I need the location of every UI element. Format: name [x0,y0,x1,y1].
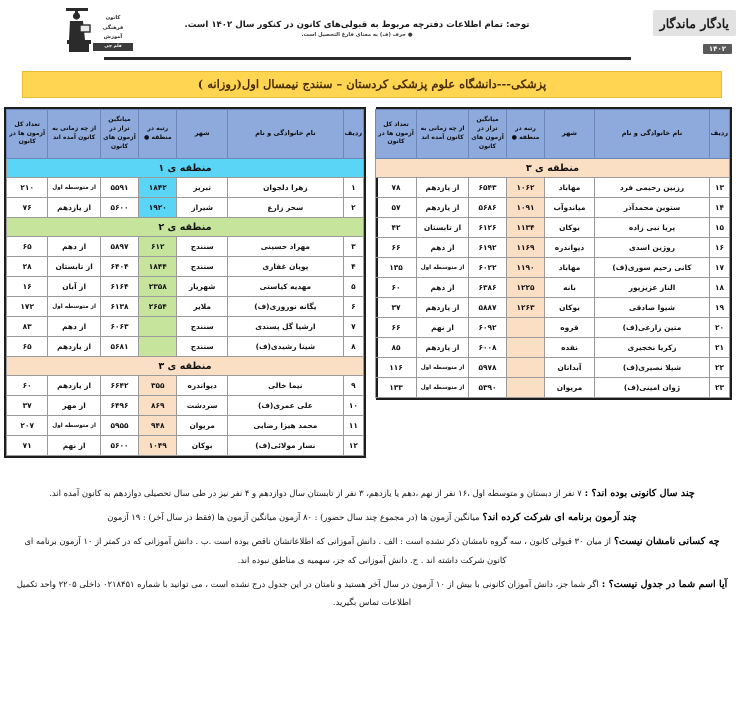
cell-name: روژین اسدی [595,238,710,258]
cell-joined-since: از آبان [48,277,100,297]
cell-index: ۲۰ [710,318,730,338]
col-header-average-score: میانگین تراز در آزمون های کانون [100,110,138,159]
cell-city: مریوان [545,378,595,398]
cell-joined-since: از دهم [48,317,100,337]
cell-index: ۴ [343,257,363,277]
cell-city: دیواندره [545,238,595,258]
col-header-name: نام خانوادگی و نام [595,110,710,159]
cell-name: سحر زارع [227,198,343,218]
footer-note-contact-body: اگر شما جز، دانش آموزان کانونی با بیش از ۱۰ آزمون در سال آخر هستید و نامتان در این جدول درج نشده است ، می توانید با شماره ۰۲۱۸۴۵۱ داخلی ۲۲۰۵ واحد تکمیل اطلاعات تماس بگیرید. [16,578,599,607]
cell-region-rank: ۱۱۳۴ [507,218,545,238]
cell-index: ۱۷ [710,258,730,278]
cell-name: یگانه نوروزی(ف) [227,297,343,317]
cell-name: رزبین رحیمی فرد [595,178,710,198]
cell-region-rank: ۱۰۹۱ [507,198,545,218]
cell-total-exams: ۴۲ [376,218,417,238]
cell-average-score: ۶۴۰۴ [100,257,138,277]
table-row [7,178,364,198]
cell-joined-since: از نهم [417,318,469,338]
footer-note-missing-names [14,532,730,569]
cell-joined-since: از دهم [417,238,469,258]
cell-total-exams: ۱۱۶ [376,358,417,378]
cell-name: شیوا صادقی [595,298,710,318]
cell-average-score: ۶۱۲۶ [469,218,507,238]
cell-total-exams: ۸۳ [7,317,48,337]
cell-index: ۲ [343,198,363,218]
cell-joined-since: از یازدهم [48,376,100,396]
cell-city: ملایر [177,297,227,317]
region-band-label: منطقه ی ۲ [7,218,364,237]
cell-joined-since: از نهم [48,436,100,456]
cell-city: تبریز [177,178,227,198]
cell-name: شینا رشیدی(ف) [227,337,343,357]
footer-notes [14,484,730,612]
cell-average-score: ۶۱۳۸ [100,297,138,317]
cell-name: نسار مولائی(ف) [227,436,343,456]
cell-average-score: ۵۶۸۱ [100,337,138,357]
cell-average-score: ۵۸۸۷ [469,298,507,318]
cell-total-exams: ۱۳۵ [376,258,417,278]
kanoon-logo-line-3: آموزش [103,34,123,41]
cell-city: مریوان [177,416,227,436]
col-header-city: شهر [177,110,227,159]
header-divider [104,57,631,60]
cell-name: ژوان امینی(ف) [595,378,710,398]
cell-index: ۱۹ [710,298,730,318]
cell-city: قروه [545,318,595,338]
cell-city: شیراز [177,198,227,218]
col-header-total-exams: تعداد کل آزمون ها در کانون [7,110,48,159]
cell-joined-since: از متوسطه اول [48,178,100,198]
cell-total-exams: ۲۸ [7,257,48,277]
footer-note-exams-question: چند آزمون برنامه ای شرکت کرده اند؟ [482,512,637,524]
table-right-head [7,110,364,159]
cell-joined-since: از متوسطه اول [48,416,100,436]
col-header-joined-since: از چه زمانی به کانون آمده اند [417,110,469,159]
region-band-row [7,218,364,237]
cell-index: ۱۶ [710,238,730,258]
col-header-index: ردیف [710,110,730,159]
cell-city: آبدانان [545,358,595,378]
table-row [7,416,364,436]
cell-name: نیما خالی [227,376,343,396]
admissions-table-main [4,107,366,458]
cell-average-score: ۵۸۹۷ [100,237,138,257]
cell-index: ۱۸ [710,278,730,298]
cell-name: محمد هیزا رضایی [227,416,343,436]
cell-name: پریا نبی زاده [595,218,710,238]
cell-joined-since: از مهر [48,396,100,416]
cell-index: ۸ [343,337,363,357]
cell-joined-since: از یازدهم [48,198,100,218]
table-row [376,178,730,198]
kanoon-logo-line-2: فرهنگی [102,24,124,31]
table-row [376,278,730,298]
table-row [376,238,730,258]
cell-total-exams: ۶۵ [7,337,48,357]
kanoon-logo-line-4: قلم چی [93,43,133,51]
cell-average-score: ۶۱۶۴ [100,277,138,297]
cell-region-rank: ۱۱۶۹ [507,238,545,258]
cell-region-rank: ۱۰۶۲ [507,178,545,198]
table-row [376,338,730,358]
cell-region-rank [507,318,545,338]
cell-index: ۱۲ [343,436,363,456]
cell-joined-since: از متوسطه اول [417,358,469,378]
cell-region-rank: ۱۱۹۰ [507,258,545,278]
region-band-label: منطقه ی ۱ [7,159,364,178]
cell-average-score: ۶۰۰۸ [469,338,507,358]
footer-note-missing-names-question: چه کسانی نامشان نیست؟ [613,536,720,548]
page-title: پزشکی---دانشگاه علوم پزشکی کردستان – سنندج نیمسال اول(روزانه ) [22,71,722,98]
cell-total-exams: ۱۶ [7,277,48,297]
region-band-row [7,159,364,178]
cell-total-exams: ۶۶ [376,318,417,338]
cell-region-rank [139,317,177,337]
table-row [376,258,730,278]
cell-total-exams: ۱۳۳ [376,378,417,398]
cell-name: مهراد حسینی [227,237,343,257]
footer-note-exams-body: میانگین آزمون ها (در مجموع چند سال حضور) : ۸۰ آزمون میانگین آزمون ها (فقط در سال آخر) : ۱۹ آزمون [107,512,480,523]
yadegar-badge [653,10,736,36]
cell-city: سنندج [177,257,227,277]
table-left-head [376,110,730,159]
cell-average-score: ۶۰۹۲ [469,318,507,338]
cell-average-score: ۵۶۰۰ [100,198,138,218]
cell-total-exams: ۲۱۰ [7,178,48,198]
cell-joined-since: از یازدهم [48,337,100,357]
cell-index: ۱۰ [343,396,363,416]
cell-city: دیواندره [177,376,227,396]
table-right-body [7,159,364,456]
table-row [376,218,730,238]
table-row [7,198,364,218]
header-note-main: توجه: تمام اطلاعات دفترچه مربوط به قبولی‌های کانون در کنکور سال ۱۴۰۲ است. [184,20,530,30]
cell-name: کانی رحیم سوری(ف) [595,258,710,278]
cell-average-score: ۵۶۸۶ [469,198,507,218]
cell-region-rank [507,378,545,398]
cell-index: ۲۳ [710,378,730,398]
cell-city: شهریار [177,277,227,297]
table-left [375,109,730,398]
cell-city: میاندوآب [545,198,595,218]
admissions-table-continued [376,107,732,400]
cell-name: زهرا دلجوان [227,178,343,198]
region-band-label: منطقه ی ۳ [376,159,730,178]
cell-index: ۵ [343,277,363,297]
cell-joined-since: از دهم [48,237,100,257]
cell-total-exams: ۷۱ [7,436,48,456]
kanoon-logo-line-1: کانون [105,15,121,21]
cell-average-score: ۵۹۵۵ [100,416,138,436]
cell-total-exams: ۷۶ [7,198,48,218]
cell-name: مهدیه کیاستی [227,277,343,297]
cell-region-rank: ۱۸۴۴ [139,257,177,277]
footer-note-years [14,484,730,503]
cell-city: مهاباد [545,258,595,278]
cell-region-rank: ۶۱۲ [139,237,177,257]
cell-average-score: ۶۰۶۳ [100,317,138,337]
col-header-name: نام خانوادگی و نام [227,110,343,159]
yadegar-logo-year: ۱۴۰۲ [703,44,732,54]
cell-average-score: ۶۰۲۲ [469,258,507,278]
cell-region-rank [507,338,545,358]
col-header-total-exams: تعداد کل آزمون ها در کانون [376,110,417,159]
col-header-index: ردیف [343,110,363,159]
cell-region-rank: ۹۴۸ [139,416,177,436]
cell-joined-since: از یازدهم [417,178,469,198]
col-header-city: شهر [545,110,595,159]
cell-index: ۱۱ [343,416,363,436]
table-right [6,109,364,456]
cell-joined-since: از متوسطه اول [48,297,100,317]
cell-name: متین زارعی(ف) [595,318,710,338]
cell-index: ۹ [343,376,363,396]
cell-region-rank: ۲۶۵۴ [139,297,177,317]
table-row [7,257,364,277]
table-left-body [376,159,730,398]
cell-region-rank: ۱۸۴۲ [139,178,177,198]
header-note-sub: ● حرف (ف) به معنای فارغ التحصیل است. [301,32,413,38]
cell-index: ۱۴ [710,198,730,218]
cell-total-exams: ۶۰ [376,278,417,298]
footer-note-exams [14,508,730,527]
cell-region-rank: ۸۶۹ [139,396,177,416]
cell-joined-since: از متوسطه اول [417,378,469,398]
cell-total-exams: ۸۵ [376,338,417,358]
cell-joined-since: از یازدهم [417,338,469,358]
cell-name: ستوین محمدآذر [595,198,710,218]
region-band-row [376,159,730,178]
cell-city: بانه [545,278,595,298]
table-header-row [376,110,730,159]
cell-joined-since: از دهم [417,278,469,298]
cell-index: ۱ [343,178,363,198]
footer-note-years-body: ۷ نفر از دبستان و متوسطه اول ،۱۶ نفر از نهم ،دهم یا یازدهم، ۳ نفر از تابستان سال دوازدهم و ۴ نفر نیز در طی سال تحصیلی دوازدهم به کانون آمده اند. [49,488,582,498]
table-row [376,298,730,318]
table-row [376,358,730,378]
table-row [376,318,730,338]
cell-region-rank [139,337,177,357]
cell-index: ۲۲ [710,358,730,378]
col-header-joined-since: از چه زمانی به کانون آمده اند [48,110,100,159]
cell-region-rank: ۱۲۶۳ [507,298,545,318]
col-header-average-score: میانگین تراز در آزمون های کانون [469,110,507,159]
cell-average-score: ۶۴۹۶ [100,396,138,416]
cell-city: نقده [545,338,595,358]
cell-average-score: ۵۳۹۰ [469,378,507,398]
footer-note-contact [14,575,730,612]
table-row [376,378,730,398]
footer-note-years-question: چند سال کانونی بوده اند؟ : [584,488,695,499]
cell-joined-since: از تابستان [417,218,469,238]
table-row [7,237,364,257]
cell-total-exams: ۶۰ [7,376,48,396]
cell-index: ۳ [343,237,363,257]
page-header [0,0,744,66]
cell-city: بوکان [545,298,595,318]
cell-index: ۷ [343,317,363,337]
col-header-region-rank: رتبه در منطقه ● [507,110,545,159]
cell-average-score: ۶۳۸۶ [469,278,507,298]
table-row [7,376,364,396]
cell-total-exams: ۵۷ [376,198,417,218]
cell-index: ۲۱ [710,338,730,358]
cell-region-rank: ۳۵۵ [139,376,177,396]
cell-name: ارشیا گل پسندی [227,317,343,337]
cell-total-exams: ۳۷ [376,298,417,318]
cell-total-exams: ۶۶ [376,238,417,258]
cell-region-rank [507,358,545,378]
region-band-row [7,357,364,376]
cell-total-exams: ۷۸ [376,178,417,198]
cell-name: علی عمری(ف) [227,396,343,416]
cell-name: شیلا نصیری(ف) [595,358,710,378]
cell-region-rank: ۱۲۲۵ [507,278,545,298]
cell-average-score: ۵۶۰۰ [100,436,138,456]
col-header-region-rank: رتبه در منطقه ● [139,110,177,159]
table-row [7,396,364,416]
cell-city: سنندج [177,237,227,257]
region-band-label: منطقه ی ۳ [7,357,364,376]
cell-name: زکریا نخجیری [595,338,710,358]
cell-total-exams: ۶۵ [7,237,48,257]
cell-average-score: ۶۶۴۲ [100,376,138,396]
cell-average-score: ۶۵۴۳ [469,178,507,198]
cell-total-exams: ۲۰۷ [7,416,48,436]
table-row [7,436,364,456]
footer-note-missing-names-body: از میان ۳۰ قبولی کانون ، سه گروه نامشان ذکر نشده است : الف . دانش آموزانی که اطلاعاتشان ناقص بوده است .ب . دانش آموزانی که در کمتر از ۱۰ آزمون برنامه ای کانون شرکت داشته اند . ج. دانش آموزانی که جز، سهمیه ی مناطق نبوده اند. [24,536,611,565]
cell-joined-since: از یازدهم [417,198,469,218]
table-row [7,277,364,297]
table-row [376,198,730,218]
cell-joined-since: از متوسطه اول [417,258,469,278]
yadegar-logo-text: یادگار ماندگار [659,16,729,31]
cell-total-exams: ۱۷۲ [7,297,48,317]
cell-joined-since: از تابستان [48,257,100,277]
cell-region-rank: ۲۳۵۸ [139,277,177,297]
cell-average-score: ۵۵۹۱ [100,178,138,198]
cell-average-score: ۶۱۹۲ [469,238,507,258]
cell-region-rank: ۱۹۲۰ [139,198,177,218]
table-header-row [7,110,364,159]
table-row [7,337,364,357]
cell-city: سردشت [177,396,227,416]
cell-index: ۶ [343,297,363,317]
cell-index: ۱۳ [710,178,730,198]
cell-joined-since: از یازدهم [417,298,469,318]
cell-name: الناز عزیزپور [595,278,710,298]
cell-average-score: ۵۹۷۸ [469,358,507,378]
table-row [7,317,364,337]
cell-city: مهاباد [545,178,595,198]
cell-region-rank: ۱۰۴۹ [139,436,177,456]
table-row [7,297,364,317]
cell-city: سنندج [177,337,227,357]
yadegar-mandegar-logo [626,10,736,56]
cell-city: سنندج [177,317,227,337]
cell-total-exams: ۳۷ [7,396,48,416]
cell-city: بوکان [177,436,227,456]
footer-note-contact-question: آیا اسم شما در جدول نیست؟ : [601,578,728,590]
cell-city: بوکان [545,218,595,238]
cell-name: پویان غفاری [227,257,343,277]
cell-index: ۱۵ [710,218,730,238]
tables-container [9,107,732,458]
